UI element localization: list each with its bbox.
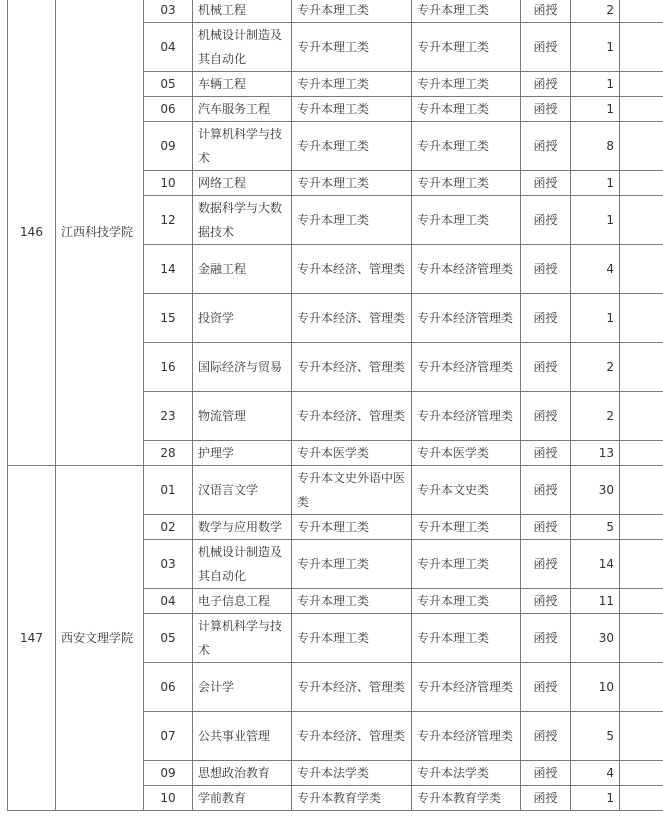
major-name-cell: 金融工程 [193,245,292,294]
major-name-cell: 学前教育 [193,786,292,811]
study-mode-cell: 函授 [521,23,571,72]
exam-category-cell: 专升本理工类 [412,0,521,23]
major-name-cell: 投资学 [193,294,292,343]
study-mode-cell: 函授 [521,540,571,589]
major-code-cell: 23 [144,392,193,441]
major-name-cell: 机械设计制造及其自动化 [193,540,292,589]
study-mode-cell: 函授 [521,441,571,466]
study-mode-cell: 函授 [521,761,571,786]
blank-cell [620,196,663,245]
enrollment-count-cell: 5 [571,515,620,540]
enrollment-count-cell: 1 [571,97,620,122]
enrollment-count-cell: 11 [571,589,620,614]
major-code-cell: 14 [144,245,193,294]
enrollment-count-cell: 30 [571,466,620,515]
study-mode-cell: 函授 [521,294,571,343]
major-code-cell: 12 [144,196,193,245]
category-cell: 专升本医学类 [292,441,412,466]
major-name-cell: 汉语言文学 [193,466,292,515]
exam-category-cell: 专升本经济管理类 [412,392,521,441]
category-cell: 专升本理工类 [292,171,412,196]
major-code-cell: 10 [144,171,193,196]
school-number-cell: 147 [8,466,56,811]
major-code-cell: 06 [144,97,193,122]
blank-cell [620,23,663,72]
major-code-cell: 01 [144,466,193,515]
exam-category-cell: 专升本理工类 [412,614,521,663]
category-cell: 专升本教育学类 [292,786,412,811]
blank-cell [620,712,663,761]
major-name-cell: 电子信息工程 [193,589,292,614]
major-name-cell: 计算机科学与技术 [193,614,292,663]
study-mode-cell: 函授 [521,392,571,441]
exam-category-cell: 专升本经济管理类 [412,712,521,761]
major-code-cell: 28 [144,441,193,466]
major-name-cell: 公共事业管理 [193,712,292,761]
blank-cell [620,245,663,294]
category-cell: 专升本文史外语中医类 [292,466,412,515]
major-code-cell: 05 [144,614,193,663]
exam-category-cell: 专升本文史类 [412,466,521,515]
study-mode-cell: 函授 [521,614,571,663]
enrollment-count-cell: 4 [571,245,620,294]
study-mode-cell: 函授 [521,663,571,712]
major-code-cell: 09 [144,122,193,171]
blank-cell [620,614,663,663]
enrollment-count-cell: 1 [571,294,620,343]
major-code-cell: 06 [144,663,193,712]
exam-category-cell: 专升本理工类 [412,72,521,97]
study-mode-cell: 函授 [521,712,571,761]
major-code-cell: 10 [144,786,193,811]
category-cell: 专升本理工类 [292,540,412,589]
enrollment-count-cell: 30 [571,614,620,663]
exam-category-cell: 专升本理工类 [412,23,521,72]
blank-cell [620,441,663,466]
enrollment-count-cell: 2 [571,343,620,392]
exam-category-cell: 专升本法学类 [412,761,521,786]
blank-cell [620,540,663,589]
study-mode-cell: 函授 [521,0,571,23]
category-cell: 专升本理工类 [292,0,412,23]
category-cell: 专升本法学类 [292,761,412,786]
enrollment-count-cell: 2 [571,0,620,23]
blank-cell [620,72,663,97]
major-name-cell: 物流管理 [193,392,292,441]
category-cell: 专升本经济、管理类 [292,712,412,761]
category-cell: 专升本理工类 [292,72,412,97]
major-name-cell: 网络工程 [193,171,292,196]
blank-cell [620,663,663,712]
exam-category-cell: 专升本经济管理类 [412,245,521,294]
blank-cell [620,294,663,343]
study-mode-cell: 函授 [521,786,571,811]
major-name-cell: 机械设计制造及其自动化 [193,23,292,72]
blank-cell [620,466,663,515]
category-cell: 专升本经济、管理类 [292,294,412,343]
exam-category-cell: 专升本理工类 [412,97,521,122]
table-row [8,466,663,515]
major-name-cell: 机械工程 [193,0,292,23]
study-mode-cell: 函授 [521,466,571,515]
blank-cell [620,392,663,441]
blank-cell [620,515,663,540]
blank-cell [620,0,663,23]
major-name-cell: 护理学 [193,441,292,466]
enrollment-count-cell: 1 [571,786,620,811]
category-cell: 专升本经济、管理类 [292,663,412,712]
enrollment-count-cell: 8 [571,122,620,171]
major-code-cell: 02 [144,515,193,540]
enrollment-count-cell: 1 [571,23,620,72]
exam-category-cell: 专升本理工类 [412,171,521,196]
major-name-cell: 思想政治教育 [193,761,292,786]
blank-cell [620,786,663,811]
major-code-cell: 09 [144,761,193,786]
exam-category-cell: 专升本理工类 [412,589,521,614]
table-body [8,0,663,811]
category-cell: 专升本理工类 [292,614,412,663]
study-mode-cell: 函授 [521,122,571,171]
major-name-cell: 数据科学与大数据技术 [193,196,292,245]
study-mode-cell: 函授 [521,97,571,122]
category-cell: 专升本理工类 [292,589,412,614]
exam-category-cell: 专升本经济管理类 [412,663,521,712]
enrollment-count-cell: 14 [571,540,620,589]
exam-category-cell: 专升本经济管理类 [412,343,521,392]
major-code-cell: 15 [144,294,193,343]
major-name-cell: 车辆工程 [193,72,292,97]
major-code-cell: 03 [144,540,193,589]
enrollment-count-cell: 4 [571,761,620,786]
blank-cell [620,343,663,392]
enrollment-count-cell: 1 [571,72,620,97]
study-mode-cell: 函授 [521,343,571,392]
category-cell: 专升本经济、管理类 [292,343,412,392]
enrollment-count-cell: 5 [571,712,620,761]
enrollment-count-cell: 13 [571,441,620,466]
exam-category-cell: 专升本理工类 [412,540,521,589]
exam-category-cell: 专升本经济管理类 [412,294,521,343]
category-cell: 专升本理工类 [292,97,412,122]
major-name-cell: 汽车服务工程 [193,97,292,122]
school-name-cell: 江西科技学院 [56,0,144,466]
exam-category-cell: 专升本医学类 [412,441,521,466]
blank-cell [620,97,663,122]
study-mode-cell: 函授 [521,245,571,294]
category-cell: 专升本理工类 [292,23,412,72]
study-mode-cell: 函授 [521,196,571,245]
major-code-cell: 05 [144,72,193,97]
exam-category-cell: 专升本理工类 [412,515,521,540]
major-code-cell: 04 [144,23,193,72]
blank-cell [620,589,663,614]
major-code-cell: 16 [144,343,193,392]
major-name-cell: 会计学 [193,663,292,712]
enrollment-count-cell: 10 [571,663,620,712]
blank-cell [620,122,663,171]
major-name-cell: 计算机科学与技术 [193,122,292,171]
category-cell: 专升本经济、管理类 [292,392,412,441]
school-name-cell: 西安文理学院 [56,466,144,811]
category-cell: 专升本理工类 [292,122,412,171]
major-name-cell: 国际经济与贸易 [193,343,292,392]
blank-cell [620,171,663,196]
major-code-cell: 07 [144,712,193,761]
enrollment-table [7,0,663,811]
major-name-cell: 数学与应用数学 [193,515,292,540]
enrollment-count-cell: 1 [571,196,620,245]
blank-cell [620,761,663,786]
study-mode-cell: 函授 [521,589,571,614]
category-cell: 专升本理工类 [292,196,412,245]
study-mode-cell: 函授 [521,171,571,196]
category-cell: 专升本理工类 [292,515,412,540]
major-code-cell: 03 [144,0,193,23]
table-row [8,0,663,23]
exam-category-cell: 专升本理工类 [412,196,521,245]
major-code-cell: 04 [144,589,193,614]
exam-category-cell: 专升本教育学类 [412,786,521,811]
enrollment-count-cell: 1 [571,171,620,196]
study-mode-cell: 函授 [521,72,571,97]
enrollment-count-cell: 2 [571,392,620,441]
study-mode-cell: 函授 [521,515,571,540]
school-number-cell: 146 [8,0,56,466]
exam-category-cell: 专升本理工类 [412,122,521,171]
category-cell: 专升本经济、管理类 [292,245,412,294]
